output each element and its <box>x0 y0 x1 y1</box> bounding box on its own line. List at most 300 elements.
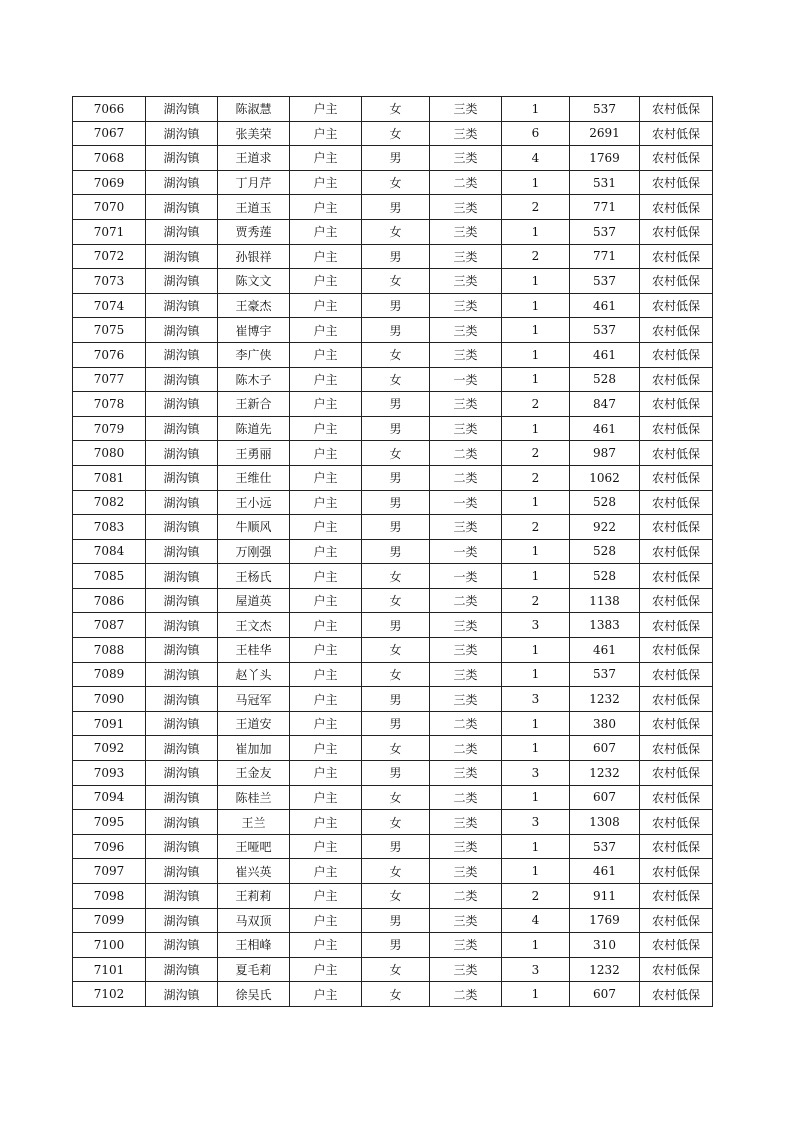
relation-cell: 户主 <box>290 687 362 712</box>
table-row <box>73 342 713 367</box>
town-cell: 湖沟镇 <box>146 884 218 909</box>
category-cell: 三类 <box>430 269 502 294</box>
gender-cell: 女 <box>362 736 430 761</box>
serial-number-cell: 7070 <box>73 195 146 220</box>
table-row <box>73 367 713 392</box>
category-cell: 三类 <box>430 638 502 663</box>
town-cell: 湖沟镇 <box>146 293 218 318</box>
relation-cell: 户主 <box>290 933 362 958</box>
gender-cell: 男 <box>362 711 430 736</box>
household-size-cell: 1 <box>502 490 570 515</box>
table-row <box>73 515 713 540</box>
category-cell: 三类 <box>430 219 502 244</box>
town-cell: 湖沟镇 <box>146 269 218 294</box>
town-cell: 湖沟镇 <box>146 736 218 761</box>
town-cell: 湖沟镇 <box>146 441 218 466</box>
amount-cell: 1138 <box>570 588 640 613</box>
relation-cell: 户主 <box>290 957 362 982</box>
table-row <box>73 662 713 687</box>
household-size-cell: 4 <box>502 908 570 933</box>
household-size-cell: 1 <box>502 219 570 244</box>
gender-cell: 男 <box>362 416 430 441</box>
serial-number-cell: 7067 <box>73 121 146 146</box>
assistance-type-cell: 农村低保 <box>640 564 713 589</box>
gender-cell: 男 <box>362 515 430 540</box>
household-size-cell: 3 <box>502 957 570 982</box>
name-cell: 马冠军 <box>218 687 290 712</box>
household-size-cell: 3 <box>502 613 570 638</box>
relation-cell: 户主 <box>290 982 362 1007</box>
household-size-cell: 1 <box>502 170 570 195</box>
amount-cell: 607 <box>570 785 640 810</box>
serial-number-cell: 7069 <box>73 170 146 195</box>
gender-cell: 男 <box>362 908 430 933</box>
relation-cell: 户主 <box>290 195 362 220</box>
assistance-type-cell: 农村低保 <box>640 490 713 515</box>
town-cell: 湖沟镇 <box>146 195 218 220</box>
relation-cell: 户主 <box>290 785 362 810</box>
category-cell: 一类 <box>430 490 502 515</box>
name-cell: 贾秀莲 <box>218 219 290 244</box>
assistance-type-cell: 农村低保 <box>640 97 713 122</box>
serial-number-cell: 7074 <box>73 293 146 318</box>
gender-cell: 男 <box>362 761 430 786</box>
serial-number-cell: 7098 <box>73 884 146 909</box>
gender-cell: 男 <box>362 613 430 638</box>
table-row <box>73 195 713 220</box>
relation-cell: 户主 <box>290 662 362 687</box>
amount-cell: 461 <box>570 293 640 318</box>
relation-cell: 户主 <box>290 564 362 589</box>
serial-number-cell: 7084 <box>73 539 146 564</box>
table-row <box>73 465 713 490</box>
amount-cell: 528 <box>570 539 640 564</box>
amount-cell: 1769 <box>570 146 640 171</box>
category-cell: 三类 <box>430 244 502 269</box>
relation-cell: 户主 <box>290 269 362 294</box>
table-row <box>73 687 713 712</box>
amount-cell: 847 <box>570 392 640 417</box>
household-size-cell: 2 <box>502 441 570 466</box>
name-cell: 王哑吧 <box>218 834 290 859</box>
town-cell: 湖沟镇 <box>146 982 218 1007</box>
assistance-type-cell: 农村低保 <box>640 638 713 663</box>
serial-number-cell: 7078 <box>73 392 146 417</box>
assistance-type-cell: 农村低保 <box>640 884 713 909</box>
assistance-type-cell: 农村低保 <box>640 810 713 835</box>
town-cell: 湖沟镇 <box>146 367 218 392</box>
name-cell: 赵丫头 <box>218 662 290 687</box>
gender-cell: 男 <box>362 933 430 958</box>
household-size-cell: 1 <box>502 834 570 859</box>
category-cell: 一类 <box>430 367 502 392</box>
household-size-cell: 6 <box>502 121 570 146</box>
town-cell: 湖沟镇 <box>146 761 218 786</box>
amount-cell: 537 <box>570 834 640 859</box>
table-row <box>73 884 713 909</box>
name-cell: 王杨氏 <box>218 564 290 589</box>
amount-cell: 528 <box>570 490 640 515</box>
category-cell: 三类 <box>430 318 502 343</box>
town-cell: 湖沟镇 <box>146 834 218 859</box>
category-cell: 二类 <box>430 588 502 613</box>
gender-cell: 女 <box>362 884 430 909</box>
town-cell: 湖沟镇 <box>146 859 218 884</box>
assistance-type-cell: 农村低保 <box>640 785 713 810</box>
household-size-cell: 2 <box>502 392 570 417</box>
assistance-type-cell: 农村低保 <box>640 367 713 392</box>
table-row <box>73 244 713 269</box>
gender-cell: 女 <box>362 638 430 663</box>
amount-cell: 1383 <box>570 613 640 638</box>
assistance-type-cell: 农村低保 <box>640 859 713 884</box>
town-cell: 湖沟镇 <box>146 539 218 564</box>
serial-number-cell: 7066 <box>73 97 146 122</box>
assistance-type-cell: 农村低保 <box>640 170 713 195</box>
table-row <box>73 293 713 318</box>
table-row <box>73 490 713 515</box>
name-cell: 张美荣 <box>218 121 290 146</box>
category-cell: 三类 <box>430 908 502 933</box>
relation-cell: 户主 <box>290 834 362 859</box>
gender-cell: 男 <box>362 687 430 712</box>
relation-cell: 户主 <box>290 97 362 122</box>
table-row <box>73 761 713 786</box>
amount-cell: 922 <box>570 515 640 540</box>
town-cell: 湖沟镇 <box>146 638 218 663</box>
category-cell: 二类 <box>430 170 502 195</box>
category-cell: 三类 <box>430 416 502 441</box>
gender-cell: 男 <box>362 465 430 490</box>
name-cell: 崔加加 <box>218 736 290 761</box>
serial-number-cell: 7089 <box>73 662 146 687</box>
amount-cell: 2691 <box>570 121 640 146</box>
amount-cell: 537 <box>570 97 640 122</box>
category-cell: 二类 <box>430 785 502 810</box>
town-cell: 湖沟镇 <box>146 97 218 122</box>
amount-cell: 771 <box>570 244 640 269</box>
assistance-type-cell: 农村低保 <box>640 441 713 466</box>
gender-cell: 女 <box>362 170 430 195</box>
name-cell: 王小远 <box>218 490 290 515</box>
name-cell: 王金友 <box>218 761 290 786</box>
town-cell: 湖沟镇 <box>146 564 218 589</box>
assistance-type-cell: 农村低保 <box>640 834 713 859</box>
category-cell: 三类 <box>430 834 502 859</box>
serial-number-cell: 7094 <box>73 785 146 810</box>
relation-cell: 户主 <box>290 908 362 933</box>
records-table <box>72 96 713 1007</box>
amount-cell: 380 <box>570 711 640 736</box>
serial-number-cell: 7075 <box>73 318 146 343</box>
gender-cell: 女 <box>362 367 430 392</box>
amount-cell: 461 <box>570 859 640 884</box>
assistance-type-cell: 农村低保 <box>640 269 713 294</box>
gender-cell: 女 <box>362 97 430 122</box>
amount-cell: 607 <box>570 982 640 1007</box>
amount-cell: 1232 <box>570 687 640 712</box>
gender-cell: 女 <box>362 441 430 466</box>
gender-cell: 女 <box>362 121 430 146</box>
gender-cell: 男 <box>362 539 430 564</box>
assistance-type-cell: 农村低保 <box>640 146 713 171</box>
assistance-type-cell: 农村低保 <box>640 687 713 712</box>
town-cell: 湖沟镇 <box>146 490 218 515</box>
assistance-type-cell: 农村低保 <box>640 416 713 441</box>
town-cell: 湖沟镇 <box>146 342 218 367</box>
category-cell: 三类 <box>430 195 502 220</box>
assistance-type-cell: 农村低保 <box>640 761 713 786</box>
amount-cell: 537 <box>570 269 640 294</box>
relation-cell: 户主 <box>290 441 362 466</box>
serial-number-cell: 7077 <box>73 367 146 392</box>
household-size-cell: 1 <box>502 539 570 564</box>
name-cell: 陈道先 <box>218 416 290 441</box>
name-cell: 王道求 <box>218 146 290 171</box>
amount-cell: 911 <box>570 884 640 909</box>
relation-cell: 户主 <box>290 342 362 367</box>
gender-cell: 女 <box>362 588 430 613</box>
serial-number-cell: 7085 <box>73 564 146 589</box>
household-size-cell: 2 <box>502 588 570 613</box>
assistance-type-cell: 农村低保 <box>640 392 713 417</box>
town-cell: 湖沟镇 <box>146 515 218 540</box>
amount-cell: 1769 <box>570 908 640 933</box>
relation-cell: 户主 <box>290 490 362 515</box>
name-cell: 徐吴氏 <box>218 982 290 1007</box>
table-row <box>73 638 713 663</box>
household-size-cell: 1 <box>502 736 570 761</box>
name-cell: 屋道英 <box>218 588 290 613</box>
gender-cell: 男 <box>362 392 430 417</box>
table-row <box>73 711 713 736</box>
relation-cell: 户主 <box>290 293 362 318</box>
category-cell: 三类 <box>430 859 502 884</box>
amount-cell: 607 <box>570 736 640 761</box>
name-cell: 牛顺风 <box>218 515 290 540</box>
gender-cell: 女 <box>362 219 430 244</box>
town-cell: 湖沟镇 <box>146 392 218 417</box>
town-cell: 湖沟镇 <box>146 957 218 982</box>
gender-cell: 女 <box>362 957 430 982</box>
town-cell: 湖沟镇 <box>146 908 218 933</box>
household-size-cell: 1 <box>502 318 570 343</box>
name-cell: 丁月芹 <box>218 170 290 195</box>
amount-cell: 771 <box>570 195 640 220</box>
relation-cell: 户主 <box>290 219 362 244</box>
relation-cell: 户主 <box>290 146 362 171</box>
assistance-type-cell: 农村低保 <box>640 121 713 146</box>
relation-cell: 户主 <box>290 318 362 343</box>
serial-number-cell: 7081 <box>73 465 146 490</box>
household-size-cell: 1 <box>502 293 570 318</box>
gender-cell: 男 <box>362 244 430 269</box>
serial-number-cell: 7083 <box>73 515 146 540</box>
table-row <box>73 564 713 589</box>
category-cell: 三类 <box>430 342 502 367</box>
category-cell: 三类 <box>430 392 502 417</box>
relation-cell: 户主 <box>290 539 362 564</box>
assistance-type-cell: 农村低保 <box>640 318 713 343</box>
household-size-cell: 2 <box>502 244 570 269</box>
serial-number-cell: 7088 <box>73 638 146 663</box>
relation-cell: 户主 <box>290 810 362 835</box>
name-cell: 李广侠 <box>218 342 290 367</box>
name-cell: 陈桂兰 <box>218 785 290 810</box>
category-cell: 三类 <box>430 293 502 318</box>
assistance-type-cell: 农村低保 <box>640 293 713 318</box>
town-cell: 湖沟镇 <box>146 613 218 638</box>
serial-number-cell: 7071 <box>73 219 146 244</box>
household-size-cell: 2 <box>502 465 570 490</box>
amount-cell: 528 <box>570 564 640 589</box>
table-row <box>73 736 713 761</box>
town-cell: 湖沟镇 <box>146 711 218 736</box>
category-cell: 三类 <box>430 515 502 540</box>
name-cell: 王维仕 <box>218 465 290 490</box>
assistance-type-cell: 农村低保 <box>640 219 713 244</box>
assistance-type-cell: 农村低保 <box>640 613 713 638</box>
amount-cell: 987 <box>570 441 640 466</box>
assistance-type-cell: 农村低保 <box>640 342 713 367</box>
category-cell: 二类 <box>430 465 502 490</box>
category-cell: 三类 <box>430 933 502 958</box>
assistance-type-cell: 农村低保 <box>640 465 713 490</box>
category-cell: 一类 <box>430 564 502 589</box>
category-cell: 三类 <box>430 97 502 122</box>
town-cell: 湖沟镇 <box>146 465 218 490</box>
relation-cell: 户主 <box>290 736 362 761</box>
relation-cell: 户主 <box>290 613 362 638</box>
name-cell: 王道玉 <box>218 195 290 220</box>
table-row <box>73 957 713 982</box>
serial-number-cell: 7102 <box>73 982 146 1007</box>
category-cell: 一类 <box>430 539 502 564</box>
serial-number-cell: 7101 <box>73 957 146 982</box>
name-cell: 万刚强 <box>218 539 290 564</box>
serial-number-cell: 7073 <box>73 269 146 294</box>
category-cell: 三类 <box>430 810 502 835</box>
assistance-type-cell: 农村低保 <box>640 539 713 564</box>
household-size-cell: 1 <box>502 638 570 663</box>
serial-number-cell: 7072 <box>73 244 146 269</box>
relation-cell: 户主 <box>290 367 362 392</box>
serial-number-cell: 7091 <box>73 711 146 736</box>
amount-cell: 310 <box>570 933 640 958</box>
relation-cell: 户主 <box>290 638 362 663</box>
relation-cell: 户主 <box>290 465 362 490</box>
name-cell: 崔兴英 <box>218 859 290 884</box>
category-cell: 三类 <box>430 613 502 638</box>
category-cell: 三类 <box>430 662 502 687</box>
gender-cell: 女 <box>362 810 430 835</box>
table-row <box>73 121 713 146</box>
gender-cell: 男 <box>362 318 430 343</box>
household-size-cell: 1 <box>502 97 570 122</box>
serial-number-cell: 7087 <box>73 613 146 638</box>
table-row <box>73 982 713 1007</box>
relation-cell: 户主 <box>290 416 362 441</box>
table-row <box>73 441 713 466</box>
town-cell: 湖沟镇 <box>146 416 218 441</box>
gender-cell: 女 <box>362 982 430 1007</box>
name-cell: 夏毛莉 <box>218 957 290 982</box>
household-size-cell: 1 <box>502 416 570 441</box>
assistance-type-cell: 农村低保 <box>640 662 713 687</box>
serial-number-cell: 7092 <box>73 736 146 761</box>
name-cell: 王豪杰 <box>218 293 290 318</box>
serial-number-cell: 7086 <box>73 588 146 613</box>
category-cell: 二类 <box>430 736 502 761</box>
town-cell: 湖沟镇 <box>146 588 218 613</box>
name-cell: 王兰 <box>218 810 290 835</box>
relation-cell: 户主 <box>290 515 362 540</box>
category-cell: 二类 <box>430 884 502 909</box>
household-size-cell: 2 <box>502 515 570 540</box>
table-row <box>73 392 713 417</box>
name-cell: 王莉莉 <box>218 884 290 909</box>
category-cell: 二类 <box>430 982 502 1007</box>
gender-cell: 男 <box>362 146 430 171</box>
table-row <box>73 170 713 195</box>
table-row <box>73 908 713 933</box>
town-cell: 湖沟镇 <box>146 662 218 687</box>
gender-cell: 女 <box>362 859 430 884</box>
table-row <box>73 588 713 613</box>
amount-cell: 537 <box>570 318 640 343</box>
name-cell: 陈文文 <box>218 269 290 294</box>
household-size-cell: 2 <box>502 195 570 220</box>
gender-cell: 女 <box>362 342 430 367</box>
name-cell: 马双顶 <box>218 908 290 933</box>
name-cell: 王新合 <box>218 392 290 417</box>
name-cell: 王道安 <box>218 711 290 736</box>
name-cell: 王桂华 <box>218 638 290 663</box>
assistance-type-cell: 农村低保 <box>640 244 713 269</box>
serial-number-cell: 7100 <box>73 933 146 958</box>
gender-cell: 女 <box>362 269 430 294</box>
category-cell: 二类 <box>430 711 502 736</box>
amount-cell: 537 <box>570 219 640 244</box>
household-size-cell: 1 <box>502 982 570 1007</box>
gender-cell: 女 <box>362 662 430 687</box>
amount-cell: 1062 <box>570 465 640 490</box>
gender-cell: 男 <box>362 834 430 859</box>
serial-number-cell: 7080 <box>73 441 146 466</box>
town-cell: 湖沟镇 <box>146 219 218 244</box>
category-cell: 三类 <box>430 121 502 146</box>
table-row <box>73 834 713 859</box>
amount-cell: 537 <box>570 662 640 687</box>
amount-cell: 531 <box>570 170 640 195</box>
category-cell: 三类 <box>430 146 502 171</box>
gender-cell: 男 <box>362 490 430 515</box>
household-size-cell: 4 <box>502 146 570 171</box>
household-size-cell: 1 <box>502 367 570 392</box>
household-size-cell: 1 <box>502 269 570 294</box>
household-size-cell: 3 <box>502 810 570 835</box>
household-size-cell: 2 <box>502 884 570 909</box>
assistance-type-cell: 农村低保 <box>640 736 713 761</box>
name-cell: 王文杰 <box>218 613 290 638</box>
table-row <box>73 146 713 171</box>
table-row <box>73 785 713 810</box>
serial-number-cell: 7093 <box>73 761 146 786</box>
serial-number-cell: 7079 <box>73 416 146 441</box>
name-cell: 陈淑慧 <box>218 97 290 122</box>
amount-cell: 528 <box>570 367 640 392</box>
category-cell: 二类 <box>430 441 502 466</box>
